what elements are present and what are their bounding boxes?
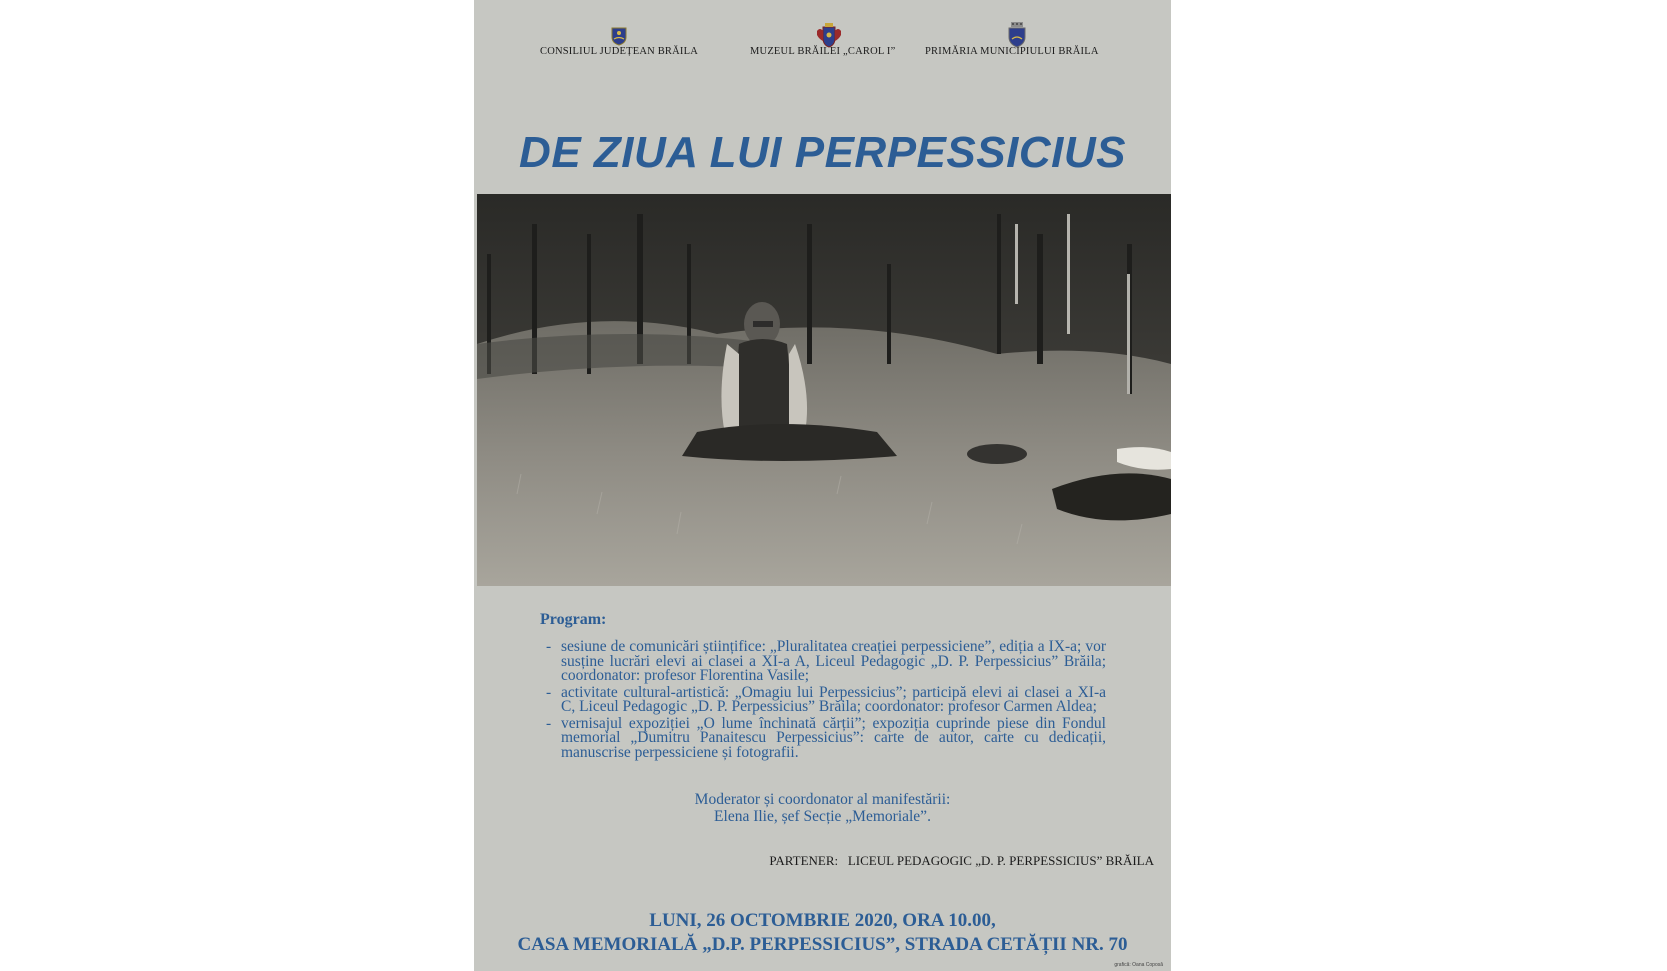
program-item: - sesiune de comunicări științifice: „Pluralitatea creației perpessiciene”, ediția a IX-a; vor susține lucrări elevi ai clasei a XI-a A, Liceul Pedagogic „D. P. Perpessicius” Brăila; coordonator: profesor Florentina Vasile; [546,640,1106,684]
partner-line: PARTENER: LICEUL PEDAGOGIC „D. P. PERPESSICIUS” BRĂILA [769,853,1154,868]
county-crest-icon [610,26,628,46]
program-heading: Program: [540,611,607,628]
graphic-credit: grafică: Oana Coposă [1114,962,1163,968]
program-item: - activitate cultural-artistică: „Omagiu lui Perpessicius”; participă elevi ai clasei a XI-a C, Liceul Pedagogic „D. P. Perpessicius” Brăila; coordonator: profesor Carmen Aldea; [546,686,1106,715]
moderator-block [474,791,1171,825]
event-date: LUNI, 26 OCTOMBRIE 2020, ORA 10.00, [649,910,996,931]
program-list [546,640,1106,762]
moderator-line: Moderator și coordonator al manifestării: [694,791,951,808]
event-place: CASA MEMORIALĂ „D.P. PERPESSICIUS”, STRADA CETĂȚII NR. 70 [517,934,1128,955]
logo-label: PRIMĂRIA MUNICIPIULUI BRĂILA [925,46,1099,57]
moderator-name: Elena Ilie, șef Secție „Memoriale”. [714,808,931,825]
logo-label: MUZEUL BRĂILEI „CAROL I” [750,46,896,57]
poster [474,0,1171,971]
logo-label: CONSILIUL JUDEȚEAN BRĂILA [540,46,699,57]
perpessicius-photo [477,194,1171,586]
poster-title: DE ZIUA LUI PERPESSICIUS [519,128,1126,177]
program-item: - vernisajul expoziției „O lume închinată cărții”; expoziția cuprinde piese din Fondul memorial „Dumitru Panaitescu Perpessicius”: carte de autor, carte cu dedicații, manuscrise perpessiciene și fotografii. [546,717,1106,761]
event-details [474,909,1171,957]
city-crest-icon [1007,22,1027,48]
